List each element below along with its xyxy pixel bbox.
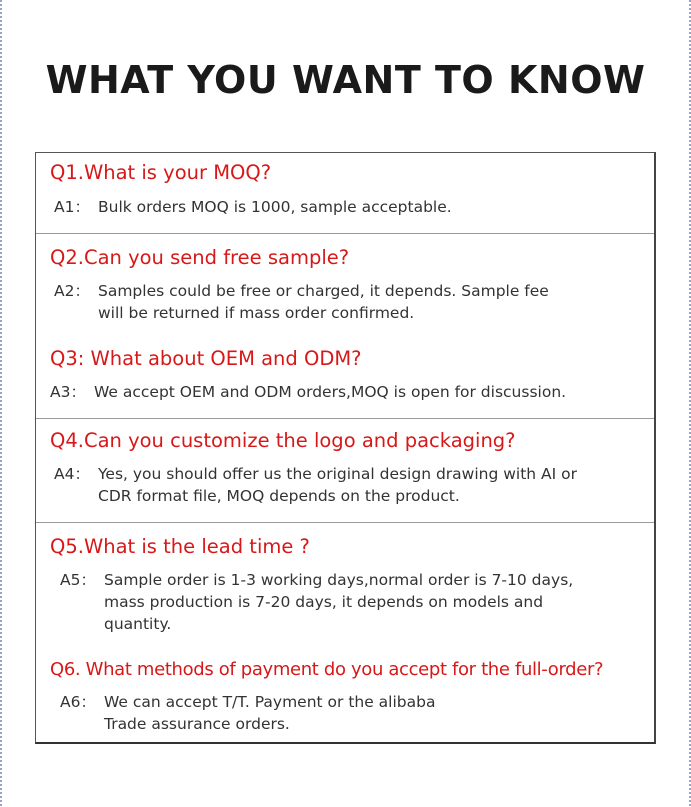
faq-answer-6-line-2: Trade assurance orders. — [104, 715, 290, 733]
faq-answer-5-line-3: quantity. — [104, 615, 172, 633]
faq-answer-label-1: A1： — [54, 198, 90, 216]
faq-question-3: Q3: What about OEM and ODM? — [50, 347, 362, 370]
left-dotted-border — [0, 0, 2, 807]
faq-answer-label-3: A3： — [50, 383, 86, 401]
faq-divider — [36, 418, 654, 419]
faq-answer-label-6: A6： — [60, 693, 96, 711]
faq-question-4: Q4.Can you customize the logo and packaging? — [50, 429, 516, 452]
faq-answer-5-line-1: Sample order is 1-3 working days,normal order is 7-10 days, — [104, 571, 574, 589]
faq-divider — [36, 522, 654, 523]
faq-question-2: Q2.Can you send free sample? — [50, 246, 350, 269]
page-title: WHAT YOU WANT TO KNOW — [45, 58, 646, 102]
faq-answer-4-line-1: Yes, you should offer us the original design drawing with AI or — [98, 465, 578, 483]
faq-answer-2-line-2: will be returned if mass order confirmed. — [98, 304, 415, 322]
faq-divider — [36, 233, 654, 234]
faq-answer-6-line-1: We can accept T/T. Payment or the alibaba — [104, 693, 436, 711]
faq-answer-4-line-2: CDR format file, MOQ depends on the product. — [98, 487, 460, 505]
faq-answer-3-line-1: We accept OEM and ODM orders,MOQ is open for discussion. — [94, 383, 567, 401]
faq-answer-5-line-2: mass production is 7-20 days, it depends on models and — [104, 593, 544, 611]
faq-question-1: Q1.What is your MOQ? — [50, 161, 272, 184]
faq-question-5: Q5.What is the lead time ? — [50, 535, 310, 558]
faq-answer-1-line-1: Bulk orders MOQ is 1000, sample acceptable. — [98, 198, 452, 216]
faq-answer-label-4: A4： — [54, 465, 90, 483]
faq-box — [35, 152, 656, 744]
faq-answer-2-line-1: Samples could be free or charged, it depends. Sample fee — [98, 282, 549, 300]
faq-question-6: Q6. What methods of payment do you accept for the full-order? — [50, 659, 604, 680]
faq-answer-label-2: A2： — [54, 282, 90, 300]
faq-answer-label-5: A5： — [60, 571, 96, 589]
